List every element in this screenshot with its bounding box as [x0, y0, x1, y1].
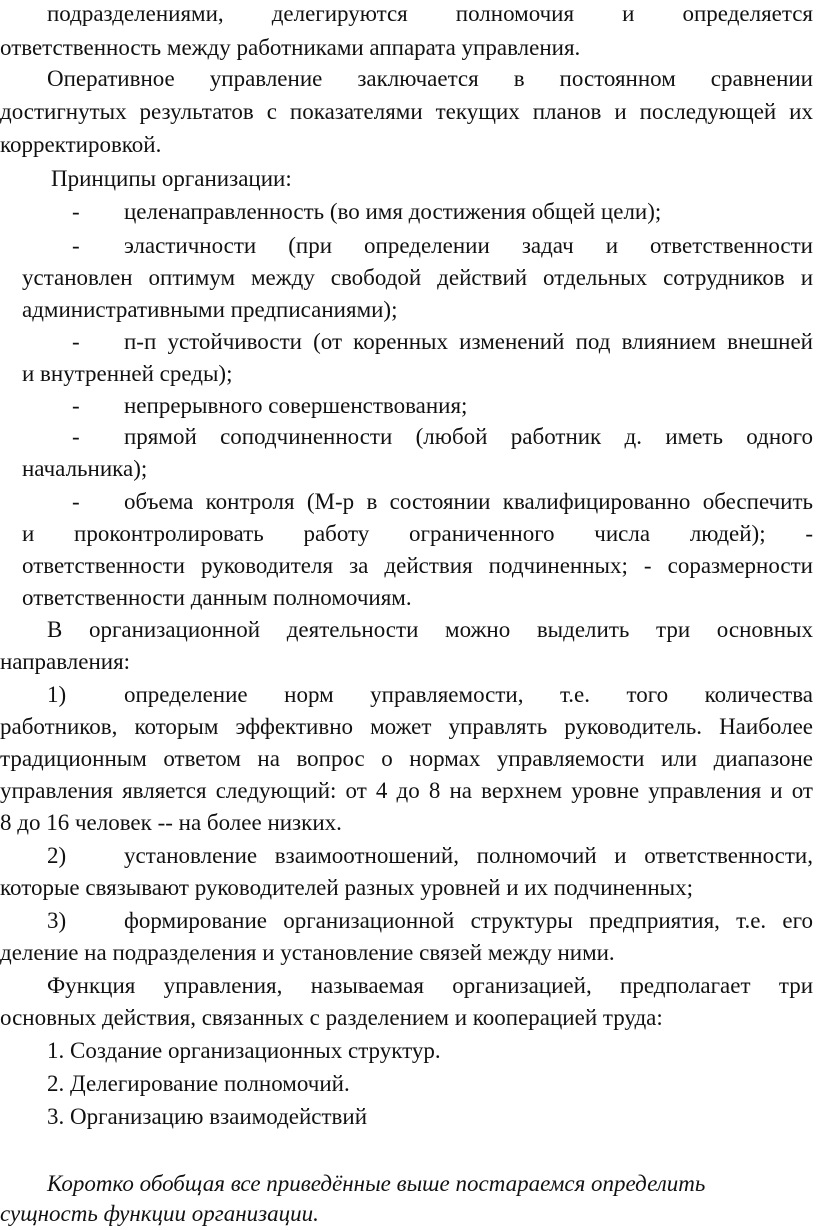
text-line: Функция управления, называемая организацией, предполагает три — [47, 973, 813, 998]
conclusion-line: Коротко обобщая все приведённые выше постараемся определить — [47, 1171, 706, 1196]
list-item-cont: работников, которым эффективно может управлять руководитель. Наиболее — [0, 714, 813, 739]
list-item: формирование организационной структуры предприятия, т.е. его — [124, 908, 813, 933]
text-line: Оперативное управление заключается в постоянном сравнении — [47, 66, 813, 91]
text-line: подразделениями, делегируются полномочия и определяется — [47, 1, 813, 26]
list-marker: - — [72, 489, 80, 514]
conclusion-line: сущность функции организации. — [0, 1201, 319, 1226]
list-marker: - — [72, 199, 80, 224]
list-item-cont: управления является следующий: от 4 до 8 на верхнем уровне управления и от — [0, 778, 813, 803]
text-line: корректировкой. — [0, 132, 162, 157]
text-line: В организационной деятельности можно выделить три основных — [47, 617, 813, 642]
text-line: достигнутых результатов с показателями текущих планов и последующей их — [0, 99, 813, 124]
action-item: 3. Организацию взаимодействий — [47, 1104, 368, 1129]
list-item: определение норм управляемости, т.е. того количества — [124, 682, 813, 707]
list-item: объема контроля (М-р в состоянии квалифицированно обеспечить — [124, 489, 813, 514]
list-item-cont: начальника); — [22, 456, 148, 481]
list-item: прямой соподчиненности (любой работник д. иметь одного — [124, 424, 813, 449]
list-item: п-п устойчивости (от коренных изменений под влиянием внешней — [124, 329, 813, 354]
list-marker: - — [72, 393, 80, 418]
list-item-cont: ответственности руководителя за действия подчиненных; - соразмерности — [22, 553, 813, 578]
section-heading: Принципы организации: — [51, 166, 292, 191]
list-item: установление взаимоотношений, полномочий и ответственности, — [124, 843, 813, 868]
list-item-cont: которые связывают руководителей разных уровней и их подчиненных; — [0, 875, 694, 900]
list-item: эластичности (при определении задач и ответственности — [124, 233, 813, 258]
action-item: 2. Делегирование полномочий. — [47, 1071, 350, 1096]
list-item-cont: административными предписаниями); — [22, 297, 398, 322]
list-number: 2) — [47, 843, 67, 868]
list-number: 1) — [47, 682, 67, 707]
text-line: ответственность между работниками аппарата управления. — [0, 35, 581, 60]
list-item-cont: ответственности данным полномочиям. — [22, 585, 412, 610]
list-item-cont: установлен оптимум между свободой действий отдельных сотрудников и — [22, 265, 813, 290]
action-item: 1. Создание организационных структур. — [47, 1038, 441, 1063]
list-marker: - — [72, 329, 80, 354]
list-item: целенаправленность (во имя достижения общей цели); — [124, 199, 662, 224]
list-item-cont: деление на подразделения и установление связей между ними. — [0, 940, 615, 965]
list-marker: - — [72, 233, 80, 258]
text-line: направления: — [0, 649, 131, 674]
list-item-cont: и проконтролировать работу ограниченного числа людей); - — [22, 521, 813, 546]
list-item-cont: традиционным ответом на вопрос о нормах управляемости или диапазоне — [0, 746, 813, 771]
text-line: основных действия, связанных с разделением и кооперацией труда: — [0, 1005, 663, 1030]
list-number: 3) — [47, 908, 67, 933]
list-item-cont: 8 до 16 человек -- на более низких. — [0, 810, 342, 835]
list-marker: - — [72, 424, 80, 449]
list-item-cont: и внутренней среды); — [22, 361, 233, 386]
list-item: непрерывного совершенствования; — [124, 393, 468, 418]
